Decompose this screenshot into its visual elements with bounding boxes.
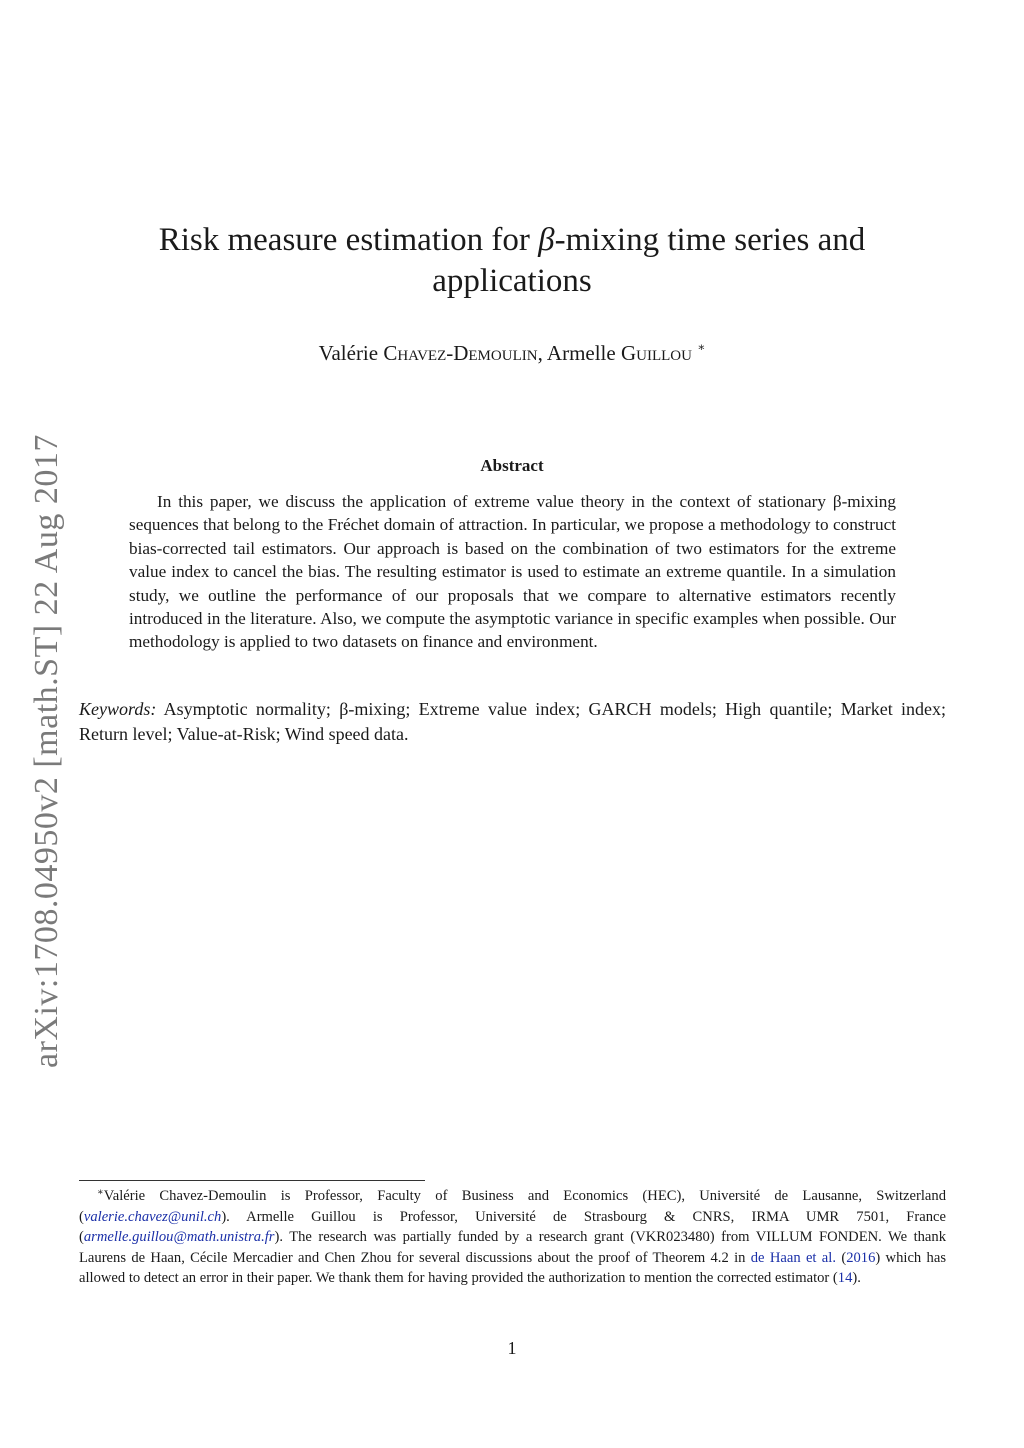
footnote-text-4: ( (836, 1249, 847, 1266)
footnote-text-6: ). (852, 1270, 861, 1287)
abstract-text: In this paper, we discuss the application of extreme value theory in the context of stationary β-mixing sequences that belong to the Fréchet domain of attraction. In particular, we propose a methodology to construct bias-corrected tail estimators. Our approach is based on the combination of two estimators for the extreme value index to cancel the bias. The resulting estimator is used to estimate an extreme quantile. In a simulation study, we outline the performance of our proposals that we compare to alternative estimators recently introduced in the literature. Also, we compute the asymptotic variance in specific examples when possible. Our methodology is applied to two datasets on finance and environment. (129, 492, 896, 652)
abstract-heading: Abstract (480, 456, 544, 475)
footnote-text-5: ) which has allowed to detect an error in their paper. We thank them for having provided the authorization to mention the corrected estimator ( (79, 1249, 946, 1287)
footnote-mark: ∗ (97, 1187, 104, 1198)
title-beta-symbol: β (538, 222, 555, 258)
citation-link-authors[interactable]: de Haan et al. (750, 1249, 836, 1266)
citation-link-year[interactable]: 2016 (846, 1249, 876, 1266)
footnote-divider (79, 1180, 425, 1181)
email-link-chavez[interactable]: valerie.chavez@unil.ch (83, 1208, 222, 1225)
page-number: 1 (507, 1338, 517, 1358)
author1-last-name: Chavez-Demoulin (383, 341, 538, 365)
footnote (79, 1183, 946, 1289)
title-part-1: Risk measure estimation for (158, 222, 539, 258)
author1-first-name: Valérie (318, 341, 384, 365)
author-separator: , (537, 341, 547, 365)
keywords-label: Keywords: (79, 699, 157, 719)
keywords-paragraph (79, 697, 946, 747)
keywords-list: Asymptotic normality; β-mixing; Extreme value index; GARCH models; High quantile; Market index; Return level; Value-at-Risk; Wind speed data. (79, 699, 946, 744)
author-line (100, 333, 924, 367)
equation-ref-link[interactable]: 14 (837, 1270, 853, 1287)
footnote-text-3: ). The research was partially funded by a research grant (VKR023480) from VILLUM FONDEN. We thank Laurens de Haan, Cécile Mercadier and Chen Zhou for several discussions about the proof of Theorem 4.2 in (79, 1229, 946, 1266)
author2-last-name: Guillou (620, 341, 692, 365)
arxiv-stamp: arXiv:1708.04950v2 [math.ST] 22 Aug 2017 (28, 434, 65, 1068)
title-part-2: -mixing time series and applications (432, 222, 866, 299)
paper-title (100, 220, 924, 302)
author2-first-name: Armelle (546, 341, 621, 365)
author-footnote-mark[interactable]: ∗ (697, 340, 706, 354)
footnote-text-2: ). Armelle Guillou is Professor, Université de Strasbourg & CNRS, IRMA UMR 7501, France ( (79, 1208, 946, 1246)
email-link-guillou[interactable]: armelle.guillou@math.unistra.fr (83, 1229, 275, 1246)
footnote-text-1: Valérie Chavez-Demoulin is Professor, Faculty of Business and Economics (HEC), Université de Lausanne, Switzerland ( (79, 1188, 946, 1225)
